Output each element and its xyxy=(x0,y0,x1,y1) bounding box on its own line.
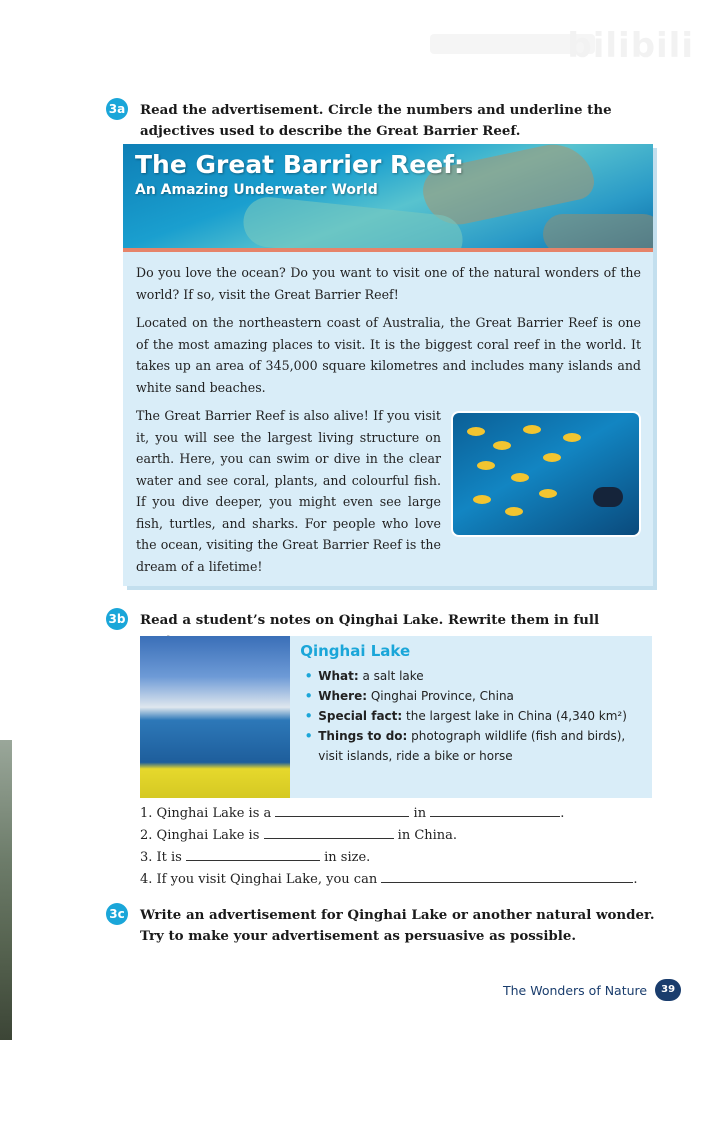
rewrite-sentences xyxy=(140,803,637,891)
ad-paragraph-1: Do you love the ocean? Do you want to visit one of the natural wonders of the world? If so, visit the Great Barrier Reef! xyxy=(136,265,641,302)
ad-title: The Great Barrier Reef: xyxy=(135,150,465,179)
ad-body xyxy=(123,252,653,577)
page-number: 39 xyxy=(655,979,681,1001)
qinghai-notes-card xyxy=(140,636,652,798)
task-3b-instruction: Read a student’s notes on Qinghai Lake. Rewrite them in full xyxy=(140,612,600,628)
sentence-2: 2. Qinghai Lake is in China. xyxy=(140,825,637,847)
blank-field[interactable] xyxy=(186,847,320,861)
ad-paragraph-3: The Great Barrier Reef is also alive! If you visit it, you will see the largest living structure on earth. Here, you can swim or dive in the clear water and see coral, plants, and colourful fish. If you dive deeper, you might even see large fish, turtles, and sharks. For people who love the ocean, visiting the Great Barrier Reef is the dream of a lifetime! xyxy=(136,408,441,574)
task-3c-badge: 3c xyxy=(106,903,128,925)
task-3a-instruction: Read the advertisement. Circle the numbers and underline the adjectives used to describe the Great Barrier Reef. xyxy=(140,102,612,139)
qinghai-lake-photo xyxy=(140,636,290,798)
blank-field[interactable] xyxy=(264,825,394,839)
advertisement-box xyxy=(123,144,653,586)
sentence-3: 3. It is in size. xyxy=(140,847,637,869)
note-item: • What: a salt lake xyxy=(300,666,642,686)
qinghai-title: Qinghai Lake xyxy=(300,642,411,660)
ad-subtitle: An Amazing Underwater World xyxy=(135,182,378,198)
notes-list xyxy=(300,666,642,766)
reef-banner-image xyxy=(123,144,653,252)
blank-field[interactable] xyxy=(430,803,560,817)
note-item: • Where: Qinghai Province, China xyxy=(300,686,642,706)
page-footer xyxy=(503,979,681,1001)
task-3c-instruction: Write an advertisement for Qinghai Lake or another natural wonder. Try to make your advertisement as persuasive as possible. xyxy=(140,907,655,944)
task-3a xyxy=(106,100,666,142)
qinghai-notes xyxy=(290,636,652,798)
watermark-logo: bilibili xyxy=(567,26,694,66)
diver-figure xyxy=(593,487,623,507)
sentence-1: 1. Qinghai Lake is a in . xyxy=(140,803,637,825)
task-3c xyxy=(106,905,666,947)
fish-diver-photo xyxy=(451,411,641,537)
section-title: The Wonders of Nature xyxy=(503,982,648,998)
side-photo-strip xyxy=(0,740,12,1040)
note-item: • Things to do: photograph wildlife (fish and birds), visit islands, ride a bike or horse xyxy=(300,726,642,766)
sentence-4: 4. If you visit Qinghai Lake, you can . xyxy=(140,869,637,891)
blank-field[interactable] xyxy=(381,869,633,883)
ad-paragraph-2: Located on the northeastern coast of Australia, the Great Barrier Reef is one of the most amazing places to visit. It is the biggest coral reef in the world. It takes up an area of 345,000 square kilometres and includes many islands and white sand beaches. xyxy=(136,315,641,395)
task-3a-badge: 3a xyxy=(106,98,128,120)
task-3b-badge: 3b xyxy=(106,608,128,630)
note-item: • Special fact: the largest lake in China (4,340 km²) xyxy=(300,706,642,726)
blank-field[interactable] xyxy=(275,803,409,817)
